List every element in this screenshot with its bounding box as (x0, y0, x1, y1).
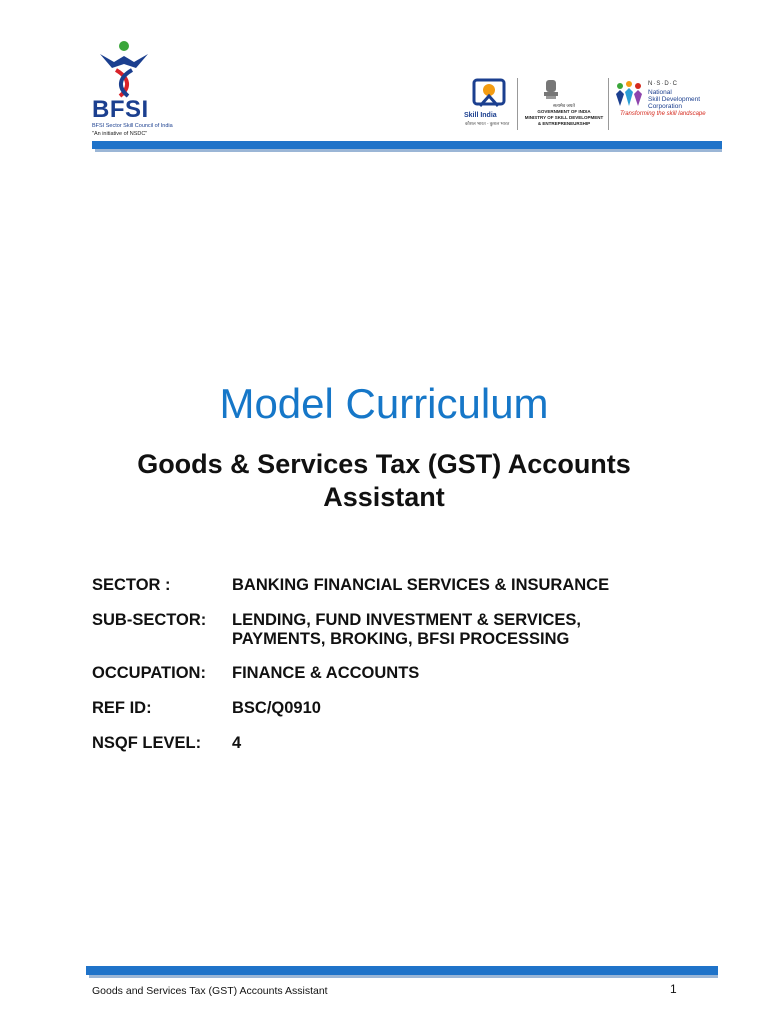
sub-sector-value: LENDING, FUND INVESTMENT & SERVICES, (232, 611, 581, 629)
bfsi-subtitle: BFSI Sector Skill Council of India (92, 123, 173, 129)
nsdc-tagline: Transforming the skill landscape (620, 111, 706, 117)
footer-title: Goods and Services Tax (GST) Accounts Assistant (92, 985, 328, 997)
skill-india-tagline: कौशल भारत - कुशल भारत (465, 121, 510, 126)
gov-line: MINISTRY OF SKILL DEVELOPMENT (524, 115, 604, 120)
nsdc-name-line: National (648, 89, 672, 96)
gov-line: & ENTREPRENEURSHIP (537, 121, 591, 126)
nsqf-level-label: NSQF LEVEL: (92, 734, 202, 752)
national-emblem-icon (541, 78, 561, 102)
bfsi-initiative-text: "An initiative of NSDC" (92, 131, 148, 137)
ref-id-label: REF ID: (92, 699, 152, 717)
sector-label: SECTOR : (92, 576, 171, 594)
gov-line: GOVERNMENT OF INDIA (537, 109, 591, 114)
nsdc-abbreviation: N·S·D·C (648, 81, 678, 87)
page-subtitle-line: Assistant (323, 482, 445, 512)
header-divider (92, 141, 722, 152)
page-title: Model Curriculum (219, 380, 549, 427)
nsdc-people-icon (612, 80, 646, 110)
occupation-label: OCCUPATION: (92, 664, 206, 682)
nsdc-name-line: Skill Development (648, 96, 701, 103)
occupation-value: FINANCE & ACCOUNTS (232, 664, 420, 682)
footer-divider (86, 966, 718, 978)
page-subtitle-line: Goods & Services Tax (GST) Accounts (137, 449, 631, 479)
sub-sector-label: SUB-SECTOR: (92, 611, 207, 629)
sub-sector-value: PAYMENTS, BROKING, BFSI PROCESSING (232, 630, 570, 648)
logo-divider (517, 78, 518, 130)
nsdc-name-line: Corporation (648, 103, 682, 110)
gov-motto: सत्यमेव जयते (553, 103, 575, 108)
logo-divider (608, 78, 609, 130)
ref-id-value: BSC/Q0910 (232, 699, 321, 717)
page-number: 1 (670, 982, 677, 996)
sector-value: BANKING FINANCIAL SERVICES & INSURANCE (232, 576, 610, 594)
skill-india-label: Skill India (464, 112, 497, 119)
nsqf-level-value: 4 (232, 734, 242, 752)
bfsi-wordmark: BFSI (92, 96, 149, 123)
